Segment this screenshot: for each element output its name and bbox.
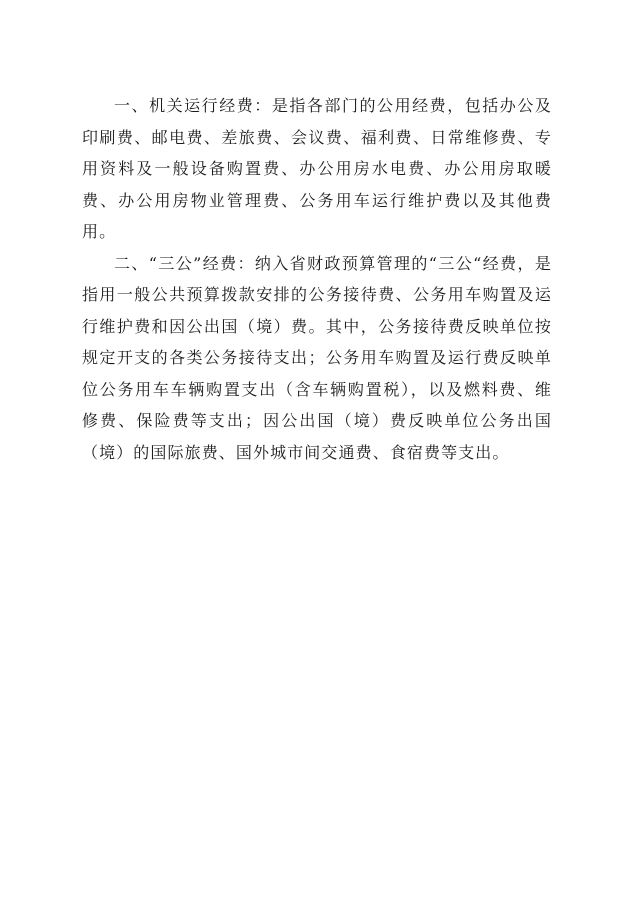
- paragraph-operating-expenses: 一、机关运行经费：是指各部门的公用经费，包括办公及印刷费、邮电费、差旅费、会议费、福利费、日常维修费、专用资料及一般设备购置费、办公用房水电费、办公用房取暖费、办公用房物业管理费、公务用车运行维护费以及其他费用。: [82, 96, 552, 241]
- document-body: [82, 90, 552, 468]
- paragraph-three-public-expenses: 二、“三公”经费：纳入省财政预算管理的“三公“经费，是指用一般公共预算拨款安排的公务接待费、公务用车购置及运行维护费和因公出国（境）费。其中，公务接待费反映单位按规定开支的各类公务接待支出；公务用车购置及运行费反映单位公务用车车辆购置支出（含车辆购置税），以及燃料费、维修费、保险费等支出；因公出国（境）费反映单位公务出国（境）的国际旅费、国外城市间交通费、食宿费等支出。: [82, 253, 552, 462]
